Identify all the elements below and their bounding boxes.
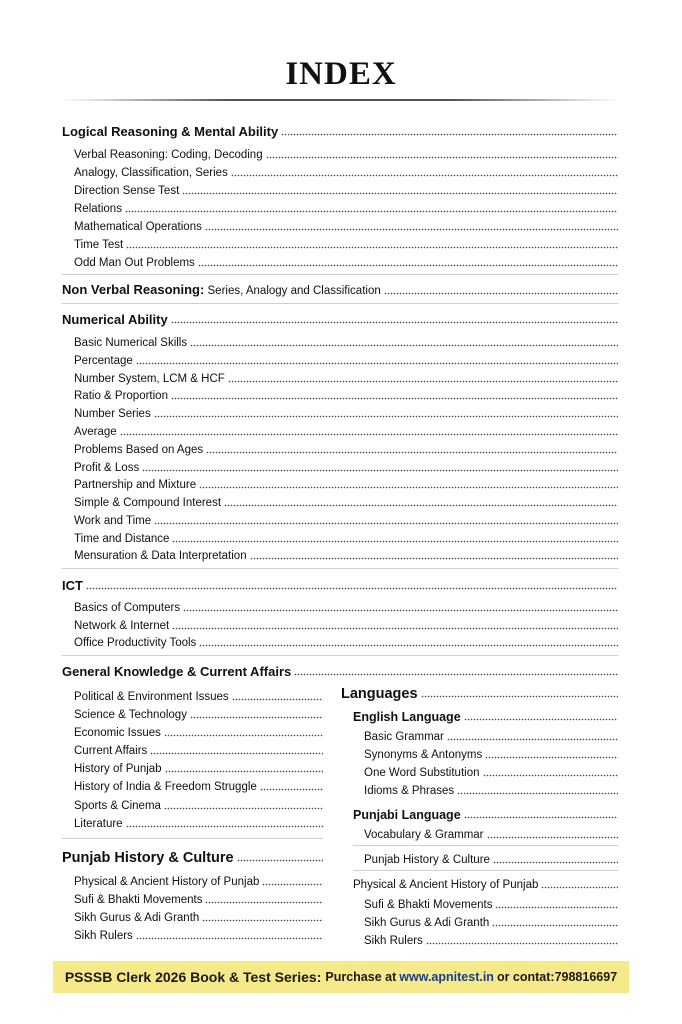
list-item — [74, 634, 618, 650]
item-label: Synonyms & Antonyms — [364, 749, 483, 761]
item-label: Political & Environment Issues — [74, 691, 229, 703]
item-label: Sikh Rulers — [74, 930, 133, 942]
list-item — [74, 742, 323, 758]
leader-dots — [266, 156, 618, 159]
leader-dots — [164, 807, 323, 810]
section-label-bold: Non Verbal Reasoning: — [62, 282, 205, 297]
item-label: Physical & Ancient History of Punjab — [74, 876, 260, 888]
item-label: Profit & Loss — [74, 462, 140, 474]
item-label: Relations — [74, 203, 122, 215]
item-label: Office Productivity Tools — [74, 637, 197, 649]
leader-dots — [421, 695, 618, 698]
leader-dots — [260, 788, 323, 791]
footer-series: PSSSB Clerk 2026 Book & Test Series: — [64, 969, 322, 985]
item-label: Basic Grammar — [364, 731, 444, 743]
leader-dots — [492, 924, 618, 927]
list-item — [74, 599, 618, 615]
leader-dots — [202, 919, 323, 922]
list-item — [364, 782, 618, 798]
page-title: INDEX — [285, 56, 397, 92]
item-label: Sikh Rulers — [364, 935, 423, 947]
list-item — [74, 688, 323, 704]
leader-dots — [457, 792, 618, 795]
subsection-punjabi-language — [353, 806, 618, 822]
item-label: Sikh Gurus & Adi Granth — [364, 917, 490, 929]
item-label: Basic Numerical Skills — [74, 337, 188, 349]
item-label: Literature — [74, 818, 123, 830]
item-label: Problems Based on Ages — [74, 444, 204, 456]
leader-dots — [198, 264, 618, 267]
leader-dots — [206, 451, 618, 454]
list-item — [364, 764, 618, 780]
item-label: Verbal Reasoning: Coding, Decoding — [74, 149, 263, 161]
section-label: ICT — [62, 578, 83, 593]
leader-dots — [384, 292, 618, 295]
list-item — [364, 914, 618, 930]
leader-dots — [541, 886, 618, 889]
leader-dots — [485, 756, 618, 759]
section-ict — [62, 577, 618, 593]
leader-dots — [237, 859, 323, 862]
leader-dots — [142, 469, 618, 472]
list-item — [74, 334, 618, 350]
list-item — [74, 146, 618, 162]
leader-dots — [464, 718, 618, 721]
list-item — [74, 164, 618, 180]
list-item — [74, 706, 323, 722]
section-general-knowledge — [62, 663, 618, 679]
leader-dots — [190, 716, 323, 719]
leader-dots — [294, 673, 618, 676]
list-item — [74, 778, 323, 794]
list-item — [364, 851, 618, 867]
item-label: Sikh Gurus & Adi Granth — [74, 912, 200, 924]
leader-dots — [495, 906, 618, 909]
leader-dots — [205, 901, 323, 904]
item-label: Direction Sense Test — [74, 185, 180, 197]
item-label: Science & Technology — [74, 709, 187, 721]
list-item — [74, 873, 323, 889]
list-item — [74, 530, 618, 546]
leader-dots — [199, 486, 618, 489]
list-item — [74, 512, 618, 528]
section-label: Numerical Ability — [62, 312, 168, 327]
list-item — [74, 218, 618, 234]
leader-dots — [136, 937, 323, 940]
item-label: Percentage — [74, 355, 133, 367]
list-item — [364, 746, 618, 762]
section-label: Languages — [341, 686, 418, 702]
leader-dots — [172, 627, 618, 630]
list-item — [74, 423, 618, 439]
item-label: One Word Substitution — [364, 767, 480, 779]
item-label: Average — [74, 426, 117, 438]
leader-dots — [126, 246, 618, 249]
leader-dots — [228, 380, 618, 383]
leader-dots — [125, 210, 618, 213]
list-item — [74, 236, 618, 252]
leader-dots — [426, 942, 618, 945]
section-divider — [62, 274, 618, 275]
item-label: Number Series — [74, 408, 151, 420]
item-label: Sufi & Bhakti Movements — [74, 894, 203, 906]
leader-dots — [172, 540, 618, 543]
list-item — [74, 200, 618, 216]
list-item — [74, 815, 323, 831]
section-divider — [62, 303, 618, 304]
leader-dots — [136, 362, 618, 365]
leader-dots — [182, 192, 618, 195]
leader-dots — [493, 861, 618, 864]
section-label-rest: Series, Analogy and Classification — [204, 285, 381, 297]
section-divider — [353, 845, 618, 846]
leader-dots — [154, 415, 618, 418]
list-item — [74, 441, 618, 457]
list-item — [364, 896, 618, 912]
leader-dots — [150, 752, 323, 755]
leader-dots — [171, 397, 618, 400]
section-logical-reasoning — [62, 123, 618, 139]
leader-dots — [165, 770, 323, 773]
leader-dots — [190, 344, 618, 347]
section-numerical-ability — [62, 311, 618, 327]
section-label: Logical Reasoning & Mental Ability — [62, 124, 279, 139]
item-label: Economic Issues — [74, 727, 161, 739]
list-item — [74, 352, 618, 368]
leader-dots — [183, 609, 618, 612]
leader-dots — [224, 504, 618, 507]
item-label: Network & Internet — [74, 620, 170, 632]
item-label: Vocabulary & Grammar — [364, 829, 484, 841]
leader-dots — [447, 738, 618, 741]
item-label: Mathematical Operations — [74, 221, 202, 233]
leader-dots — [250, 557, 618, 560]
item-label: Ratio & Proportion — [74, 390, 168, 402]
section-label: Punjab History & Culture — [62, 850, 234, 866]
leader-dots — [164, 734, 323, 737]
list-item — [74, 387, 618, 403]
section-divider — [62, 838, 323, 839]
list-item — [74, 370, 618, 386]
section-languages — [341, 685, 618, 701]
leader-dots — [232, 698, 323, 701]
list-item — [74, 891, 323, 907]
list-item — [74, 797, 323, 813]
leader-dots — [281, 133, 618, 136]
item-label: Punjab History & Culture — [364, 854, 490, 866]
footer-purchase: Purchase at — [325, 970, 397, 984]
list-item — [74, 182, 618, 198]
section-punjab-history — [62, 849, 323, 865]
leader-dots — [262, 883, 323, 886]
list-item — [74, 254, 618, 270]
footer-url-link[interactable]: www.apnitest.in — [399, 970, 494, 984]
leader-dots — [171, 321, 618, 324]
subsection-physical-history — [353, 876, 618, 892]
item-label: Mensuration & Data Interpretation — [74, 550, 247, 562]
leader-dots — [205, 228, 618, 231]
leader-dots — [464, 816, 618, 819]
subsection-label: Punjabi Language — [353, 808, 461, 822]
item-label: Basics of Computers — [74, 602, 181, 614]
list-item — [74, 459, 618, 475]
item-label: Idioms & Phrases — [364, 785, 455, 797]
list-item — [364, 932, 618, 948]
leader-dots — [231, 174, 618, 177]
item-label: History of India & Freedom Struggle — [74, 781, 257, 793]
subsection-english-language — [353, 708, 618, 724]
item-label: Sports & Cinema — [74, 800, 161, 812]
list-item — [74, 617, 618, 633]
list-item — [364, 728, 618, 744]
leader-dots — [126, 825, 323, 828]
item-label: History of Punjab — [74, 763, 162, 775]
section-divider — [353, 870, 618, 871]
subsection-label: English Language — [353, 710, 461, 724]
item-label: Time Test — [74, 239, 124, 251]
leader-dots — [154, 522, 618, 525]
item-label: Odd Man Out Problems — [74, 257, 195, 269]
list-item — [74, 927, 323, 943]
list-item — [74, 476, 618, 492]
leader-dots — [120, 433, 618, 436]
item-label: Partnership and Mixture — [74, 479, 197, 491]
list-item — [74, 494, 618, 510]
list-item — [74, 909, 323, 925]
section-label — [62, 283, 381, 298]
section-non-verbal-reasoning — [62, 282, 618, 298]
leader-dots — [483, 774, 619, 777]
list-item — [74, 405, 618, 421]
section-divider — [62, 568, 618, 569]
subsection-label: Physical & Ancient History of Punjab — [353, 879, 539, 891]
title-underline — [62, 99, 618, 101]
item-label: Current Affairs — [74, 745, 148, 757]
list-item — [74, 760, 323, 776]
list-item — [364, 826, 618, 842]
list-item — [74, 547, 618, 563]
leader-dots — [86, 587, 618, 590]
item-label: Number System, LCM & HCF — [74, 373, 225, 385]
item-label: Sufi & Bhakti Movements — [364, 899, 493, 911]
section-divider — [62, 655, 618, 656]
footer-contact: or contat:798816697 — [496, 970, 618, 984]
footer-banner — [53, 961, 629, 993]
section-label: General Knowledge & Current Affairs — [62, 664, 292, 679]
item-label: Simple & Compound Interest — [74, 497, 222, 509]
list-item — [74, 724, 323, 740]
item-label: Work and Time — [74, 515, 152, 527]
leader-dots — [487, 836, 618, 839]
item-label: Time and Distance — [74, 533, 170, 545]
item-label: Analogy, Classification, Series — [74, 167, 228, 179]
leader-dots — [199, 644, 618, 647]
